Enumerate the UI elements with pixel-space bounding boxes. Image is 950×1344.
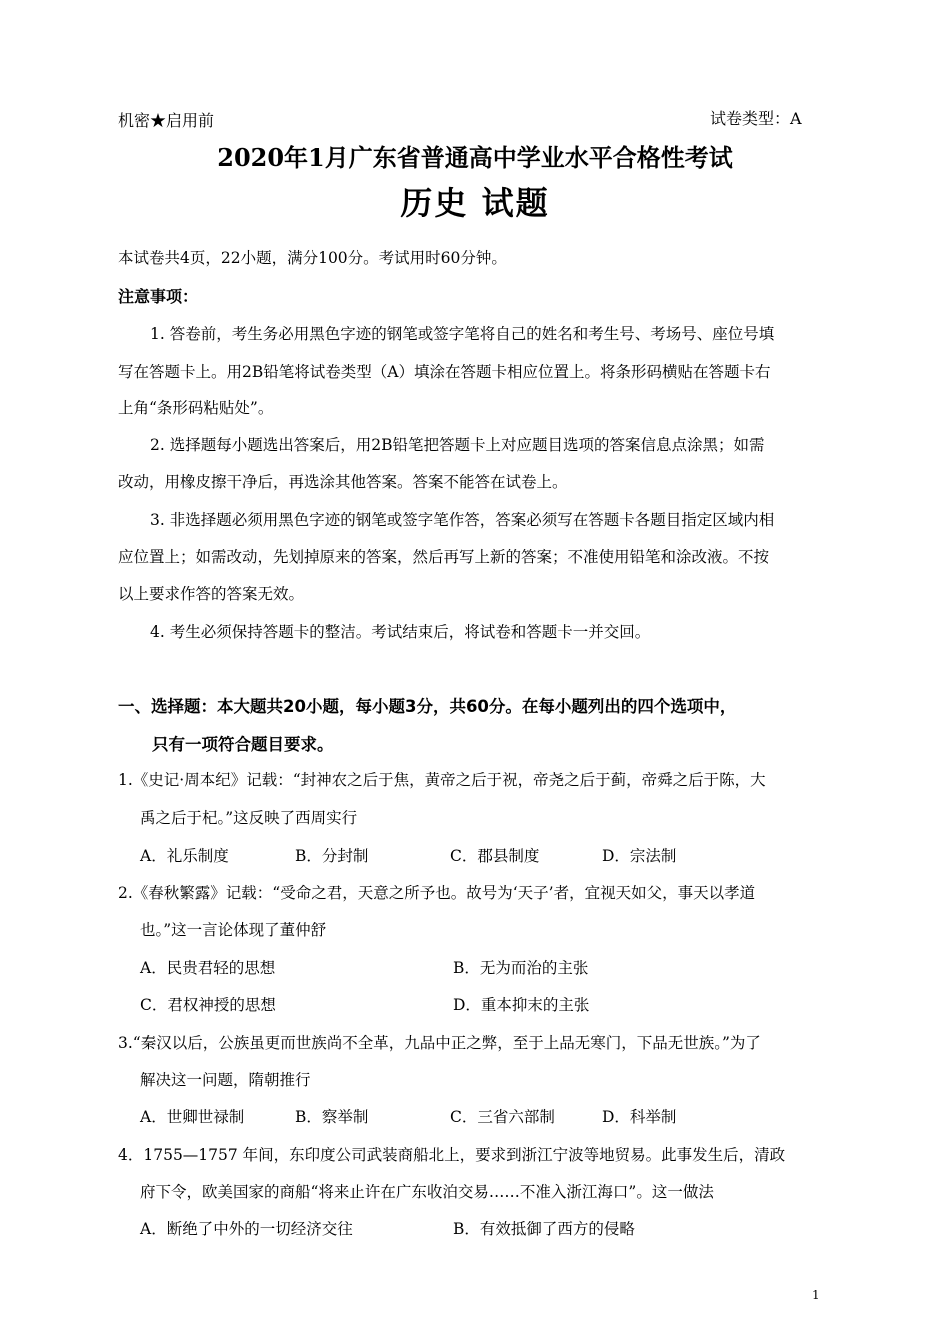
question-stem-cont: 府下令，欧美国家的商船“将来止许在广东收泊交易……不准入浙江海口”。这一做法	[140, 1183, 714, 1201]
notice-line: 应位置上；如需改动，先划掉原来的答案，然后再写上新的答案；不准使用铅笔和涂改液。不按	[118, 548, 770, 566]
notice-line: 2. 选择题每小题选出答案后，用2B铅笔把答题卡上对应题目选项的答案信息点涂黑；如需	[150, 436, 765, 454]
option-c: C．三省六部制	[450, 1108, 555, 1126]
notice-line: 写在答题卡上。用2B铅笔将试卷类型（A）填涂在答题卡相应位置上。将条形码横贴在答题卡右	[118, 363, 771, 381]
notice-line: 4. 考生必须保持答题卡的整洁。考试结束后，将试卷和答题卡一并交回。	[150, 623, 651, 641]
confidential-mark: 机密★启用前	[118, 111, 215, 130]
option-a: A．礼乐制度	[140, 847, 229, 865]
page-number: 1	[812, 1288, 820, 1302]
option-a: A．民贵君轻的思想	[140, 959, 276, 977]
notice-heading: 注意事项：	[118, 287, 199, 306]
notice-line: 改动，用橡皮擦干净后，再选涂其他答案。答案不能答在试卷上。	[118, 473, 568, 491]
option-b: B．察举制	[295, 1108, 369, 1126]
option-d: D．宗法制	[602, 847, 677, 865]
option-a: A．断绝了中外的一切经济交往	[140, 1220, 353, 1238]
paper-type: 试卷类型：A	[710, 109, 802, 128]
question-stem-cont: 禹之后于杞。”这反映了西周实行	[140, 809, 358, 827]
question-stem-cont: 也。”这一言论体现了董仲舒	[140, 921, 327, 939]
question-stem: 3.“秦汉以后，公族虽更而世族尚不全革，九品中正之弊，至于上品无寒门，下品无世族。”为了	[118, 1034, 761, 1052]
option-a: A．世卿世禄制	[140, 1108, 245, 1126]
section-heading: 一、选择题：本大题共20小题，每小题3分，共60分。在每小题列出的四个选项中，	[118, 697, 737, 716]
question-stem-cont: 解决这一问题，隋朝推行	[140, 1071, 311, 1089]
option-c: C．君权神授的思想	[140, 996, 276, 1014]
subject-title: 历史 试题	[400, 184, 550, 222]
notice-line: 上角“条形码粘贴处”。	[118, 399, 274, 417]
section-heading-cont: 只有一项符合题目要求。	[152, 735, 334, 754]
exam-title: 2020年1月广东省普通高中学业水平合格性考试	[217, 143, 733, 172]
option-b: B．分封制	[295, 847, 369, 865]
option-b: B．无为而治的主张	[453, 959, 589, 977]
notice-line: 以上要求作答的答案无效。	[118, 585, 305, 603]
option-b: B．有效抵御了西方的侵略	[453, 1220, 635, 1238]
notice-line: 1. 答卷前，考生务必用黑色字迹的钢笔或签字笔将自己的姓名和考生号、考场号、座位号填	[150, 325, 775, 343]
question-stem: 1.《史记·周本纪》记载：“封神农之后于焦，黄帝之后于祝，帝尧之后于蓟，帝舜之后于陈，大	[118, 771, 766, 789]
option-d: D．科举制	[602, 1108, 677, 1126]
option-d: D．重本抑末的主张	[453, 996, 590, 1014]
notice-line: 3. 非选择题必须用黑色字迹的钢笔或签字笔作答，答案必须写在答题卡各题目指定区域内相	[150, 511, 775, 529]
option-c: C．郡县制度	[450, 847, 540, 865]
question-stem: 4．1755—1757 年间，东印度公司武装商船北上，要求到浙江宁波等地贸易。此事发生后，清政	[118, 1146, 786, 1164]
exam-intro: 本试卷共4页，22小题，满分100分。考试用时60分钟。	[118, 249, 507, 267]
question-stem: 2.《春秋繁露》记载：“受命之君，天意之所予也。故号为‘天子’者，宜视天如父，事天以孝道	[118, 884, 756, 902]
